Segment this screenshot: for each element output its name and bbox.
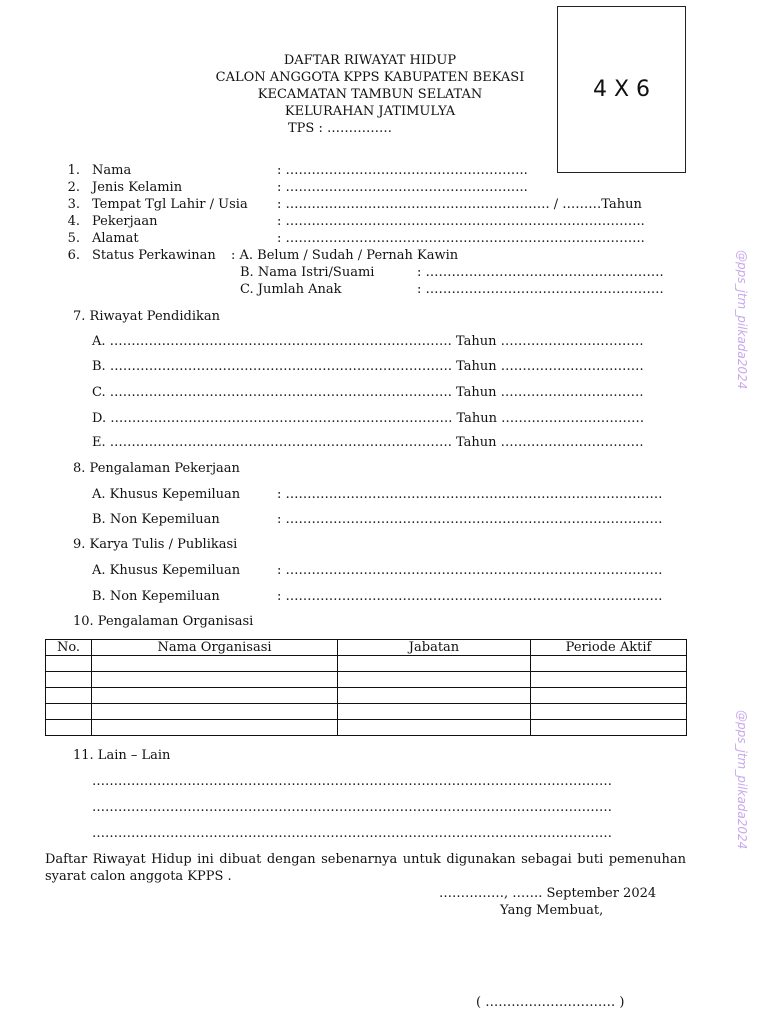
- column-header-no: No.: [46, 640, 92, 656]
- organization-table: [45, 639, 687, 736]
- table-cell[interactable]: [92, 656, 338, 672]
- education-row-b[interactable]: B. ……………………………………………………………………. Tahun ……………………………: [92, 359, 644, 374]
- table-cell[interactable]: [531, 672, 687, 688]
- field-value[interactable]: : ………………………………………………..: [277, 163, 528, 178]
- field-value[interactable]: : ………………………………………………..: [277, 180, 528, 195]
- field-label: C. Jumlah Anak: [240, 282, 342, 297]
- section-title-education: 7. Riwayat Pendidikan: [73, 309, 220, 324]
- writing-label-non: B. Non Kepemiluan: [92, 589, 220, 604]
- table-row: [46, 704, 687, 720]
- watermark-top: @pps_jtm_pilkada2024: [735, 250, 749, 390]
- table-cell[interactable]: [338, 704, 531, 720]
- table-cell[interactable]: [46, 720, 92, 736]
- column-header-jabatan: Jabatan: [338, 640, 531, 656]
- field-label: B. Nama Istri/Suami: [240, 265, 375, 280]
- table-cell[interactable]: [92, 672, 338, 688]
- table-row: [46, 656, 687, 672]
- work-label-khusus: A. Khusus Kepemiluan: [92, 487, 241, 502]
- photo-box: [557, 6, 686, 173]
- table-row: [46, 688, 687, 704]
- work-value-khusus[interactable]: : ……………………………………………………………………………: [277, 487, 663, 502]
- other-line-1[interactable]: …………………………………………………………………………………………………………: [92, 774, 612, 789]
- section-title-organization: 10. Pengalaman Organisasi: [73, 614, 254, 629]
- signature-date[interactable]: ……………, ……. September 2024: [439, 886, 657, 901]
- writing-value-khusus[interactable]: : ……………………………………………………………………………: [277, 563, 663, 578]
- work-label-non: B. Non Kepemiluan: [92, 512, 220, 527]
- declaration-text: Daftar Riwayat Hidup ini dibuat dengan sebenarnya untuk digunakan sebagai buti pemenuhan syarat calon anggota KPPS .: [45, 852, 686, 884]
- column-header-periode-aktif: Periode Aktif: [531, 640, 687, 656]
- section-title-work: 8. Pengalaman Pekerjaan: [73, 461, 240, 476]
- field-label: Pekerjaan: [92, 214, 158, 229]
- field-value[interactable]: : ………………………………………………………………………..: [277, 214, 645, 229]
- field-value[interactable]: : ……………………………………………….: [417, 265, 664, 280]
- header-title: DAFTAR RIWAYAT HIDUP: [283, 53, 457, 68]
- field-label: Status Perkawinan: [92, 248, 216, 263]
- table-row: [46, 672, 687, 688]
- field-value[interactable]: : ……………………………………………………. / ………Tahun: [277, 197, 642, 212]
- header-subtitle: CALON ANGGOTA KPPS KABUPATEN BEKASI: [215, 70, 525, 85]
- field-number: 4.: [67, 214, 80, 229]
- table-cell[interactable]: [531, 688, 687, 704]
- field-value[interactable]: : ………………………………………………………………………..: [277, 231, 645, 246]
- header-district: KECAMATAN TAMBUN SELATAN: [257, 87, 483, 102]
- education-row-e[interactable]: E. ……………………………………………………………………. Tahun ……………………………: [92, 435, 644, 450]
- table-header-row: [46, 640, 687, 656]
- education-row-a[interactable]: A. ……………………………………………………………………. Tahun ……………………………: [92, 334, 644, 349]
- photo-size-label: 4 X 6: [592, 77, 651, 102]
- field-label: Jenis Kelamin: [92, 180, 183, 195]
- field-number: 3.: [67, 197, 80, 212]
- table-cell[interactable]: [531, 656, 687, 672]
- other-line-2[interactable]: …………………………………………………………………………………………………………: [92, 800, 612, 815]
- field-label: Alamat: [92, 231, 139, 246]
- education-row-d[interactable]: D. ……………………………………………………………………. Tahun ……………………………: [92, 411, 645, 426]
- column-header-nama-organisasi: Nama Organisasi: [92, 640, 338, 656]
- field-number: 2.: [67, 180, 80, 195]
- education-row-c[interactable]: C. ……………………………………………………………………. Tahun ……………………………: [92, 385, 644, 400]
- table-cell[interactable]: [338, 688, 531, 704]
- watermark-bottom: @pps_jtm_pilkada2024: [735, 710, 749, 850]
- field-number: 1.: [67, 163, 80, 178]
- writing-label-khusus: A. Khusus Kepemiluan: [92, 563, 241, 578]
- field-number: 5.: [67, 231, 80, 246]
- table-cell[interactable]: [46, 672, 92, 688]
- work-value-non[interactable]: : ……………………………………………………………………………: [277, 512, 663, 527]
- table-cell[interactable]: [338, 672, 531, 688]
- signature-made-by: Yang Membuat,: [500, 903, 604, 918]
- table-cell[interactable]: [338, 656, 531, 672]
- field-number: 6.: [67, 248, 80, 263]
- table-row: [46, 720, 687, 736]
- writing-value-non[interactable]: : ……………………………………………………………………………: [277, 589, 663, 604]
- table-cell[interactable]: [92, 720, 338, 736]
- table-cell[interactable]: [46, 656, 92, 672]
- signature-name[interactable]: ( ………………………… ): [476, 995, 625, 1010]
- header-tps: TPS : ……………: [288, 121, 392, 136]
- section-title-other: 11. Lain – Lain: [73, 748, 171, 763]
- table-cell[interactable]: [46, 704, 92, 720]
- section-title-writing: 9. Karya Tulis / Publikasi: [73, 537, 238, 552]
- table-cell[interactable]: [531, 720, 687, 736]
- field-value[interactable]: : A. Belum / Sudah / Pernah Kawin: [231, 248, 459, 263]
- table-cell[interactable]: [531, 704, 687, 720]
- table-cell[interactable]: [92, 704, 338, 720]
- table-cell[interactable]: [338, 720, 531, 736]
- field-label: Tempat Tgl Lahir / Usia: [92, 197, 248, 212]
- other-line-3[interactable]: …………………………………………………………………………………………………………: [92, 826, 612, 841]
- table-cell[interactable]: [46, 688, 92, 704]
- table-cell[interactable]: [92, 688, 338, 704]
- document-header: [150, 52, 590, 137]
- header-village: KELURAHAN JATIMULYA: [284, 104, 456, 119]
- field-label: Nama: [92, 163, 132, 178]
- field-value[interactable]: : ……………………………………………….: [417, 282, 664, 297]
